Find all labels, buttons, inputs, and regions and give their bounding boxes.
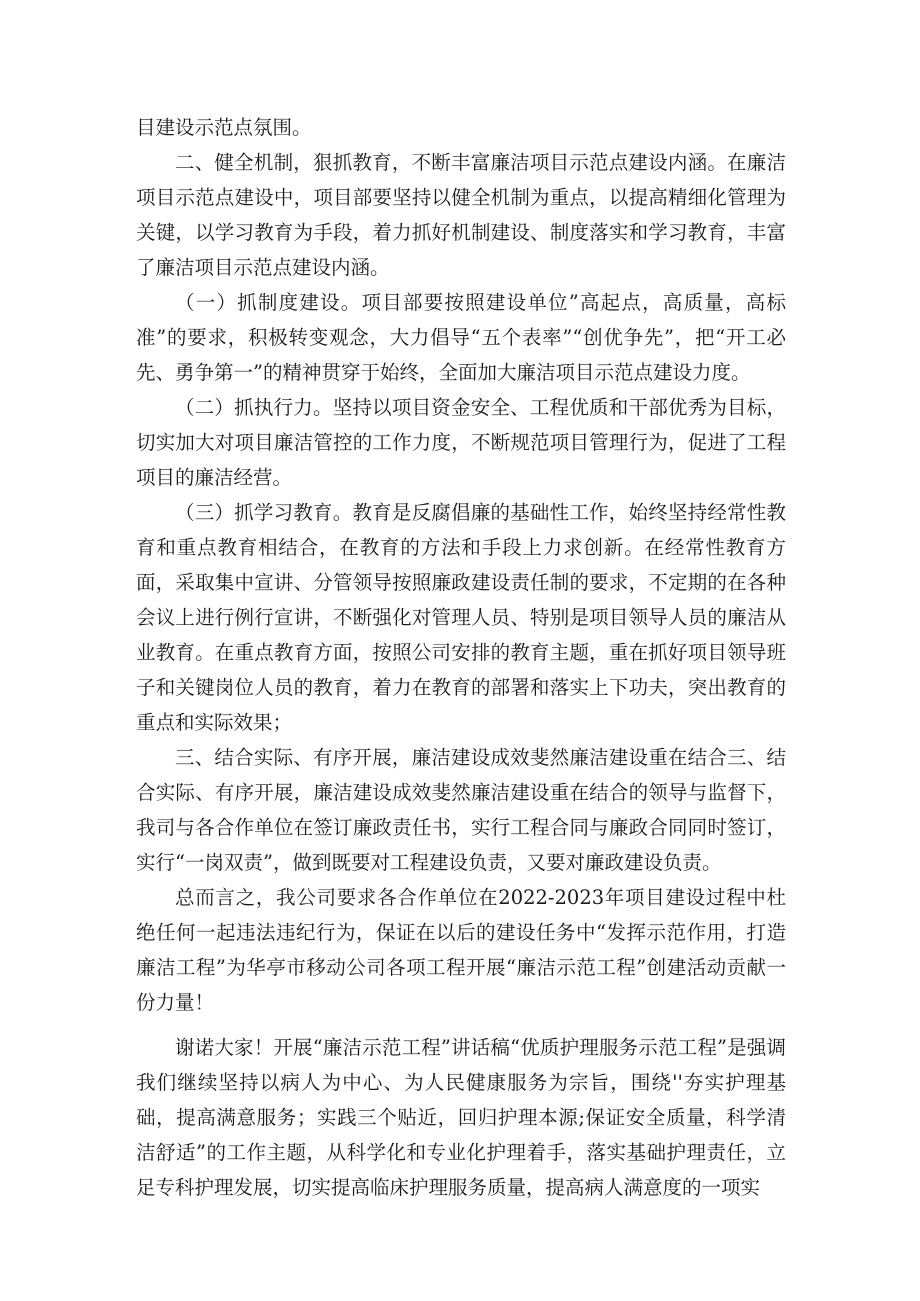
paragraph-continuation: 目建设示范点氛围。 xyxy=(136,116,312,139)
paragraph-item-two: （二）抓执行力。坚持以项目资金安全、工程优质和干部优秀为目标，切实加大对项目廉洁管控的工作力度，不断规范项目管理行为，促进了工程项目的廉洁经营。 xyxy=(136,396,786,489)
paragraph-item-one: （一）抓制度建设。项目部要按照建设单位”高起点，高质量，高标准”的要求，积极转变观念，大力倡导“五个表率”“创优争先”，把“开工必先、勇争第一”的精神贯穿于始终，全面加大廉洁项目示范点建设力度。 xyxy=(136,291,786,384)
paragraph-item-three: （三）抓学习教育。教育是反腐倡廉的基础性工作，始终坚持经常性教育和重点教育相结合，在教育的方法和手段上力求创新。在经常性教育方面，采取集中宣讲、分管领导按照廉政建设责任制的要求，不定期的在各种会议上进行例行宣讲，不断强化对管理人员、特别是项目领导人员的廉洁从业教育。在重点教育方面，按照公司安排的教育主题，重在抓好项目领导班子和关键岗位人员的教育，着力在教育的部署和落实上下功夫，突出教育的重点和实际效果； xyxy=(136,501,786,734)
paragraph-section-three: 三、结合实际、有序开展，廉洁建设成效斐然廉洁建设重在结合三、结合实际、有序开展，廉洁建设成效斐然廉洁建设重在结合的领导与监督下，我司与各合作单位在签订廉政责任书，实行工程合同与廉政合同同时签订，实行“一岗双责”，做到既要对工程建设负责，又要对廉政建设负责。 xyxy=(136,746,786,874)
paragraph-section-two: 二、健全机制，狠抓教育，不断丰富廉洁项目示范点建设内涵。在廉洁项目示范点建设中，项目部要坚持以健全机制为重点，以提高精细化管理为关键，以学习教育为手段，着力抓好机制建设、制度落实和学习教育，丰富了廉洁项目示范点建设内涵。 xyxy=(136,151,786,279)
paragraph-closing: 谢诺大家！开展“廉洁示范工程”讲话稿“优质护理服务示范工程”是强调我们继续坚持以病人为中心、为人民健康服务为宗旨，围绕''夯实护理基础，提高满意服务；实践三个贴近，回归护理本源;保证安全质量，科学清洁舒适”的工作主题，从科学化和专业化护理着手，落实基础护理责任，立足专科护理发展，切实提高临床护理服务质量，提高病人满意度的一项实 xyxy=(136,1036,786,1199)
document-body xyxy=(136,110,786,1205)
paragraph-conclusion: 总而言之，我公司要求各合作单位在2022-2023年项目建设过程中杜绝任何一起违法违纪行为，保证在以后的建设任务中“发挥示范作用，打造廉洁工程”为华亭市移动公司各项工程开展“廉洁示范工程”创建活动贡献一份力量！ xyxy=(136,886,786,1014)
